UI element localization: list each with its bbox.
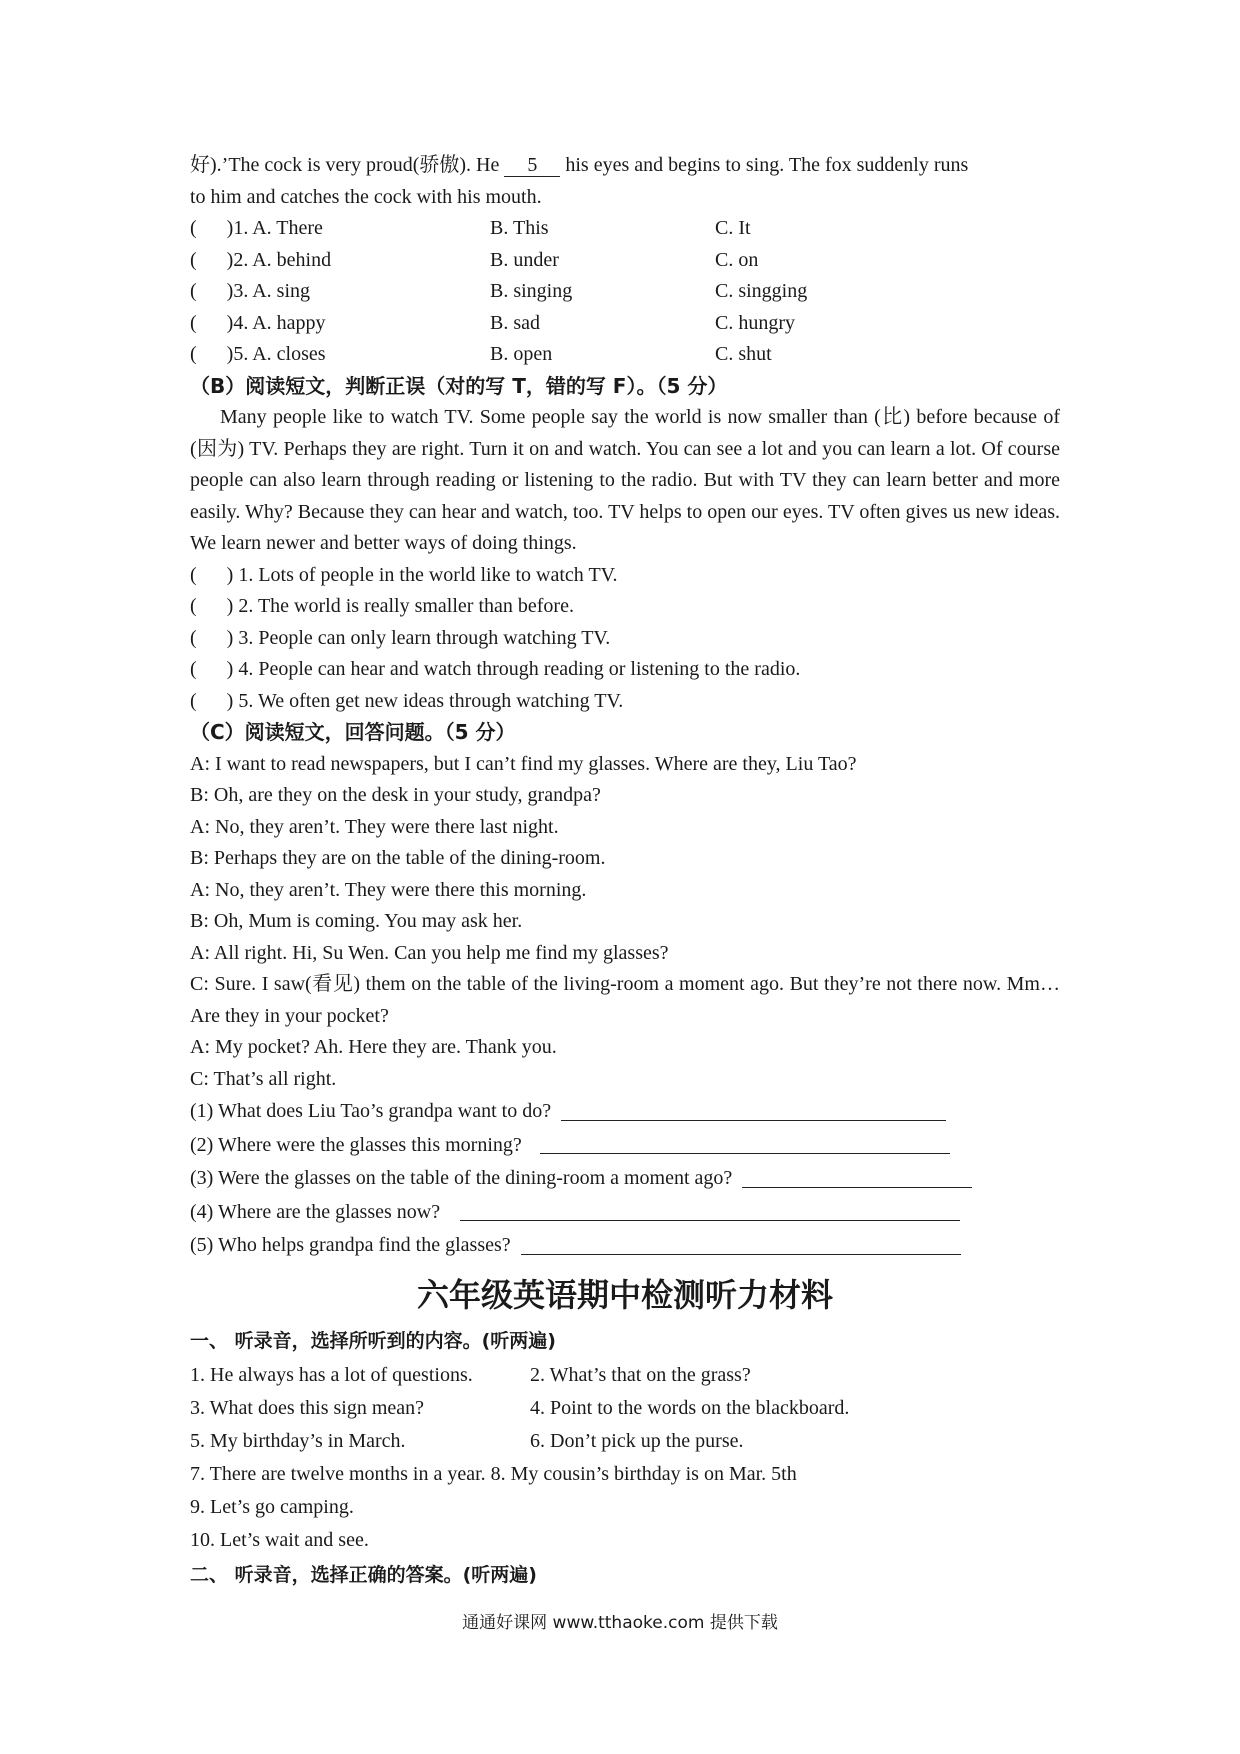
- listening-row: [190, 1425, 1060, 1458]
- question-text: (1) What does Liu Tao’s grandpa want to do?: [190, 1100, 552, 1122]
- listening-part1-heading: 一、 听录音，选择所听到的内容。(听两遍): [190, 1329, 556, 1352]
- tf-item: ( ) 4. People can hear and watch through reading or listening to the radio.: [190, 658, 801, 680]
- dialogue-line: B: Oh, Mum is coming. You may ask her.: [190, 910, 523, 932]
- dialogue-line: A: I want to read newspapers, but I can’t find my glasses. Where are they, Liu Tao?: [190, 752, 857, 775]
- listening-part2-heading: 二、 听录音，选择正确的答案。(听两遍): [190, 1563, 537, 1586]
- question-text: (4) Where are the glasses now?: [190, 1200, 441, 1223]
- option-a: ( )5. A. closes: [190, 343, 326, 365]
- answer-line[interactable]: [460, 1198, 960, 1221]
- option-a: ( )1. A. There: [190, 217, 323, 239]
- option-row: [190, 276, 1060, 308]
- listening-item: 5. My birthday’s in March.: [190, 1429, 406, 1452]
- question-row: [190, 1129, 1060, 1163]
- dialogue-line: B: Perhaps they are on the table of the dining-room.: [190, 847, 606, 869]
- question-text: (5) Who helps grandpa find the glasses?: [190, 1234, 511, 1256]
- question-row: [190, 1196, 1060, 1230]
- option-a: ( )2. A. behind: [190, 248, 332, 271]
- section-b-passage: Many people like to watch TV. Some people say the world is now smaller than (比) before because of (因为) TV. Perhaps they are right. Turn it on and watch. You can see a lot and you can learn a lot. Of course people can also learn through reading or listening to the radio. But with TV they can learn better and more easily. Why? Because they can hear and watch, too. TV helps to open our eyes. TV often gives us new ideas. We learn newer and better ways of doing things.: [190, 406, 1060, 554]
- tf-item: ( ) 3. People can only learn through watching TV.: [190, 626, 611, 649]
- exam-page: [190, 150, 1060, 1593]
- dialogue-line: A: All right. Hi, Su Wen. Can you help me find my glasses?: [190, 941, 669, 964]
- option-b: B. singing: [490, 280, 573, 302]
- answer-line[interactable]: [561, 1098, 946, 1121]
- cloze-line-1: [190, 150, 1060, 182]
- question-row: [190, 1162, 1060, 1196]
- option-c: C. hungry: [715, 311, 795, 334]
- section-c-heading: （C）阅读短文，回答问题。（5 分）: [190, 720, 516, 744]
- listening-item: 7. There are twelve months in a year. 8. My cousin’s birthday is on Mar. 5th: [190, 1462, 797, 1485]
- option-row: [190, 308, 1060, 340]
- cloze-options: [190, 213, 1060, 371]
- option-b: B. This: [490, 217, 549, 239]
- listening-item: 9. Let’s go camping.: [190, 1495, 354, 1518]
- footer-credit: 通通好课网 www.tthaoke.com 提供下载: [462, 1613, 778, 1633]
- option-a: ( )3. A. sing: [190, 280, 310, 302]
- option-b: B. sad: [490, 311, 540, 334]
- question-row: [190, 1229, 1060, 1263]
- listening-row: [190, 1359, 1060, 1392]
- option-c: C. on: [715, 248, 759, 271]
- dialogue-line: B: Oh, are they on the desk in your study, grandpa?: [190, 784, 601, 806]
- dialogue-line: C: Sure. I saw(看见) them on the table of the living-room a moment ago. But they’re not there now. Mm…Are they in your pocket?: [190, 973, 1060, 1027]
- option-b: B. open: [490, 343, 553, 365]
- question-text: (2) Where were the glasses this morning?: [190, 1133, 522, 1156]
- cloze-blank: 5: [504, 154, 560, 177]
- listening-item: 6. Don’t pick up the purse.: [530, 1429, 744, 1452]
- option-row: [190, 245, 1060, 277]
- listening-row: [190, 1392, 1060, 1425]
- dialogue-line: A: No, they aren’t. They were there this morning.: [190, 878, 587, 901]
- dialogue-line: A: My pocket? Ah. Here they are. Thank you.: [190, 1036, 557, 1058]
- listening-item: 4. Point to the words on the blackboard.: [530, 1396, 850, 1419]
- option-b: B. under: [490, 248, 559, 271]
- option-c: C. shut: [715, 343, 772, 365]
- listening-item: 10. Let’s wait and see.: [190, 1528, 369, 1551]
- listening-item: 3. What does this sign mean?: [190, 1396, 425, 1419]
- option-c: C. singging: [715, 280, 808, 302]
- option-row: [190, 213, 1060, 245]
- dialogue-line: C: That’s all right.: [190, 1067, 337, 1090]
- question-text: (3) Were the glasses on the table of the dining-room a moment ago?: [190, 1167, 733, 1189]
- tf-item: ( ) 2. The world is really smaller than before.: [190, 595, 574, 617]
- dialogue-line: A: No, they aren’t. They were there last night.: [190, 815, 559, 838]
- question-row: [190, 1095, 1060, 1129]
- answer-line[interactable]: [521, 1232, 961, 1255]
- cloze-text: his eyes and begins to sing. The fox suddenly runs: [560, 154, 969, 176]
- answer-line[interactable]: [742, 1165, 972, 1188]
- answer-line[interactable]: [540, 1131, 950, 1154]
- section-b-heading: （B）阅读短文，判断正误（对的写 T，错的写 F）。（5 分）: [190, 373, 728, 398]
- cloze-line-2: to him and catches the cock with his mouth.: [190, 185, 542, 208]
- tf-item: ( ) 1. Lots of people in the world like to watch TV.: [190, 563, 618, 586]
- option-a: ( )4. A. happy: [190, 311, 326, 334]
- option-c: C. It: [715, 217, 751, 239]
- option-row: [190, 339, 1060, 371]
- listening-title: 六年级英语期中检测听力材料: [416, 1275, 833, 1314]
- tf-item: ( ) 5. We often get new ideas through watching TV.: [190, 689, 624, 712]
- cloze-text: 好).’The cock is very proud(骄傲). He: [190, 154, 505, 176]
- listening-item: 1. He always has a lot of questions.: [190, 1363, 473, 1386]
- listening-item: 2. What’s that on the grass?: [530, 1363, 751, 1386]
